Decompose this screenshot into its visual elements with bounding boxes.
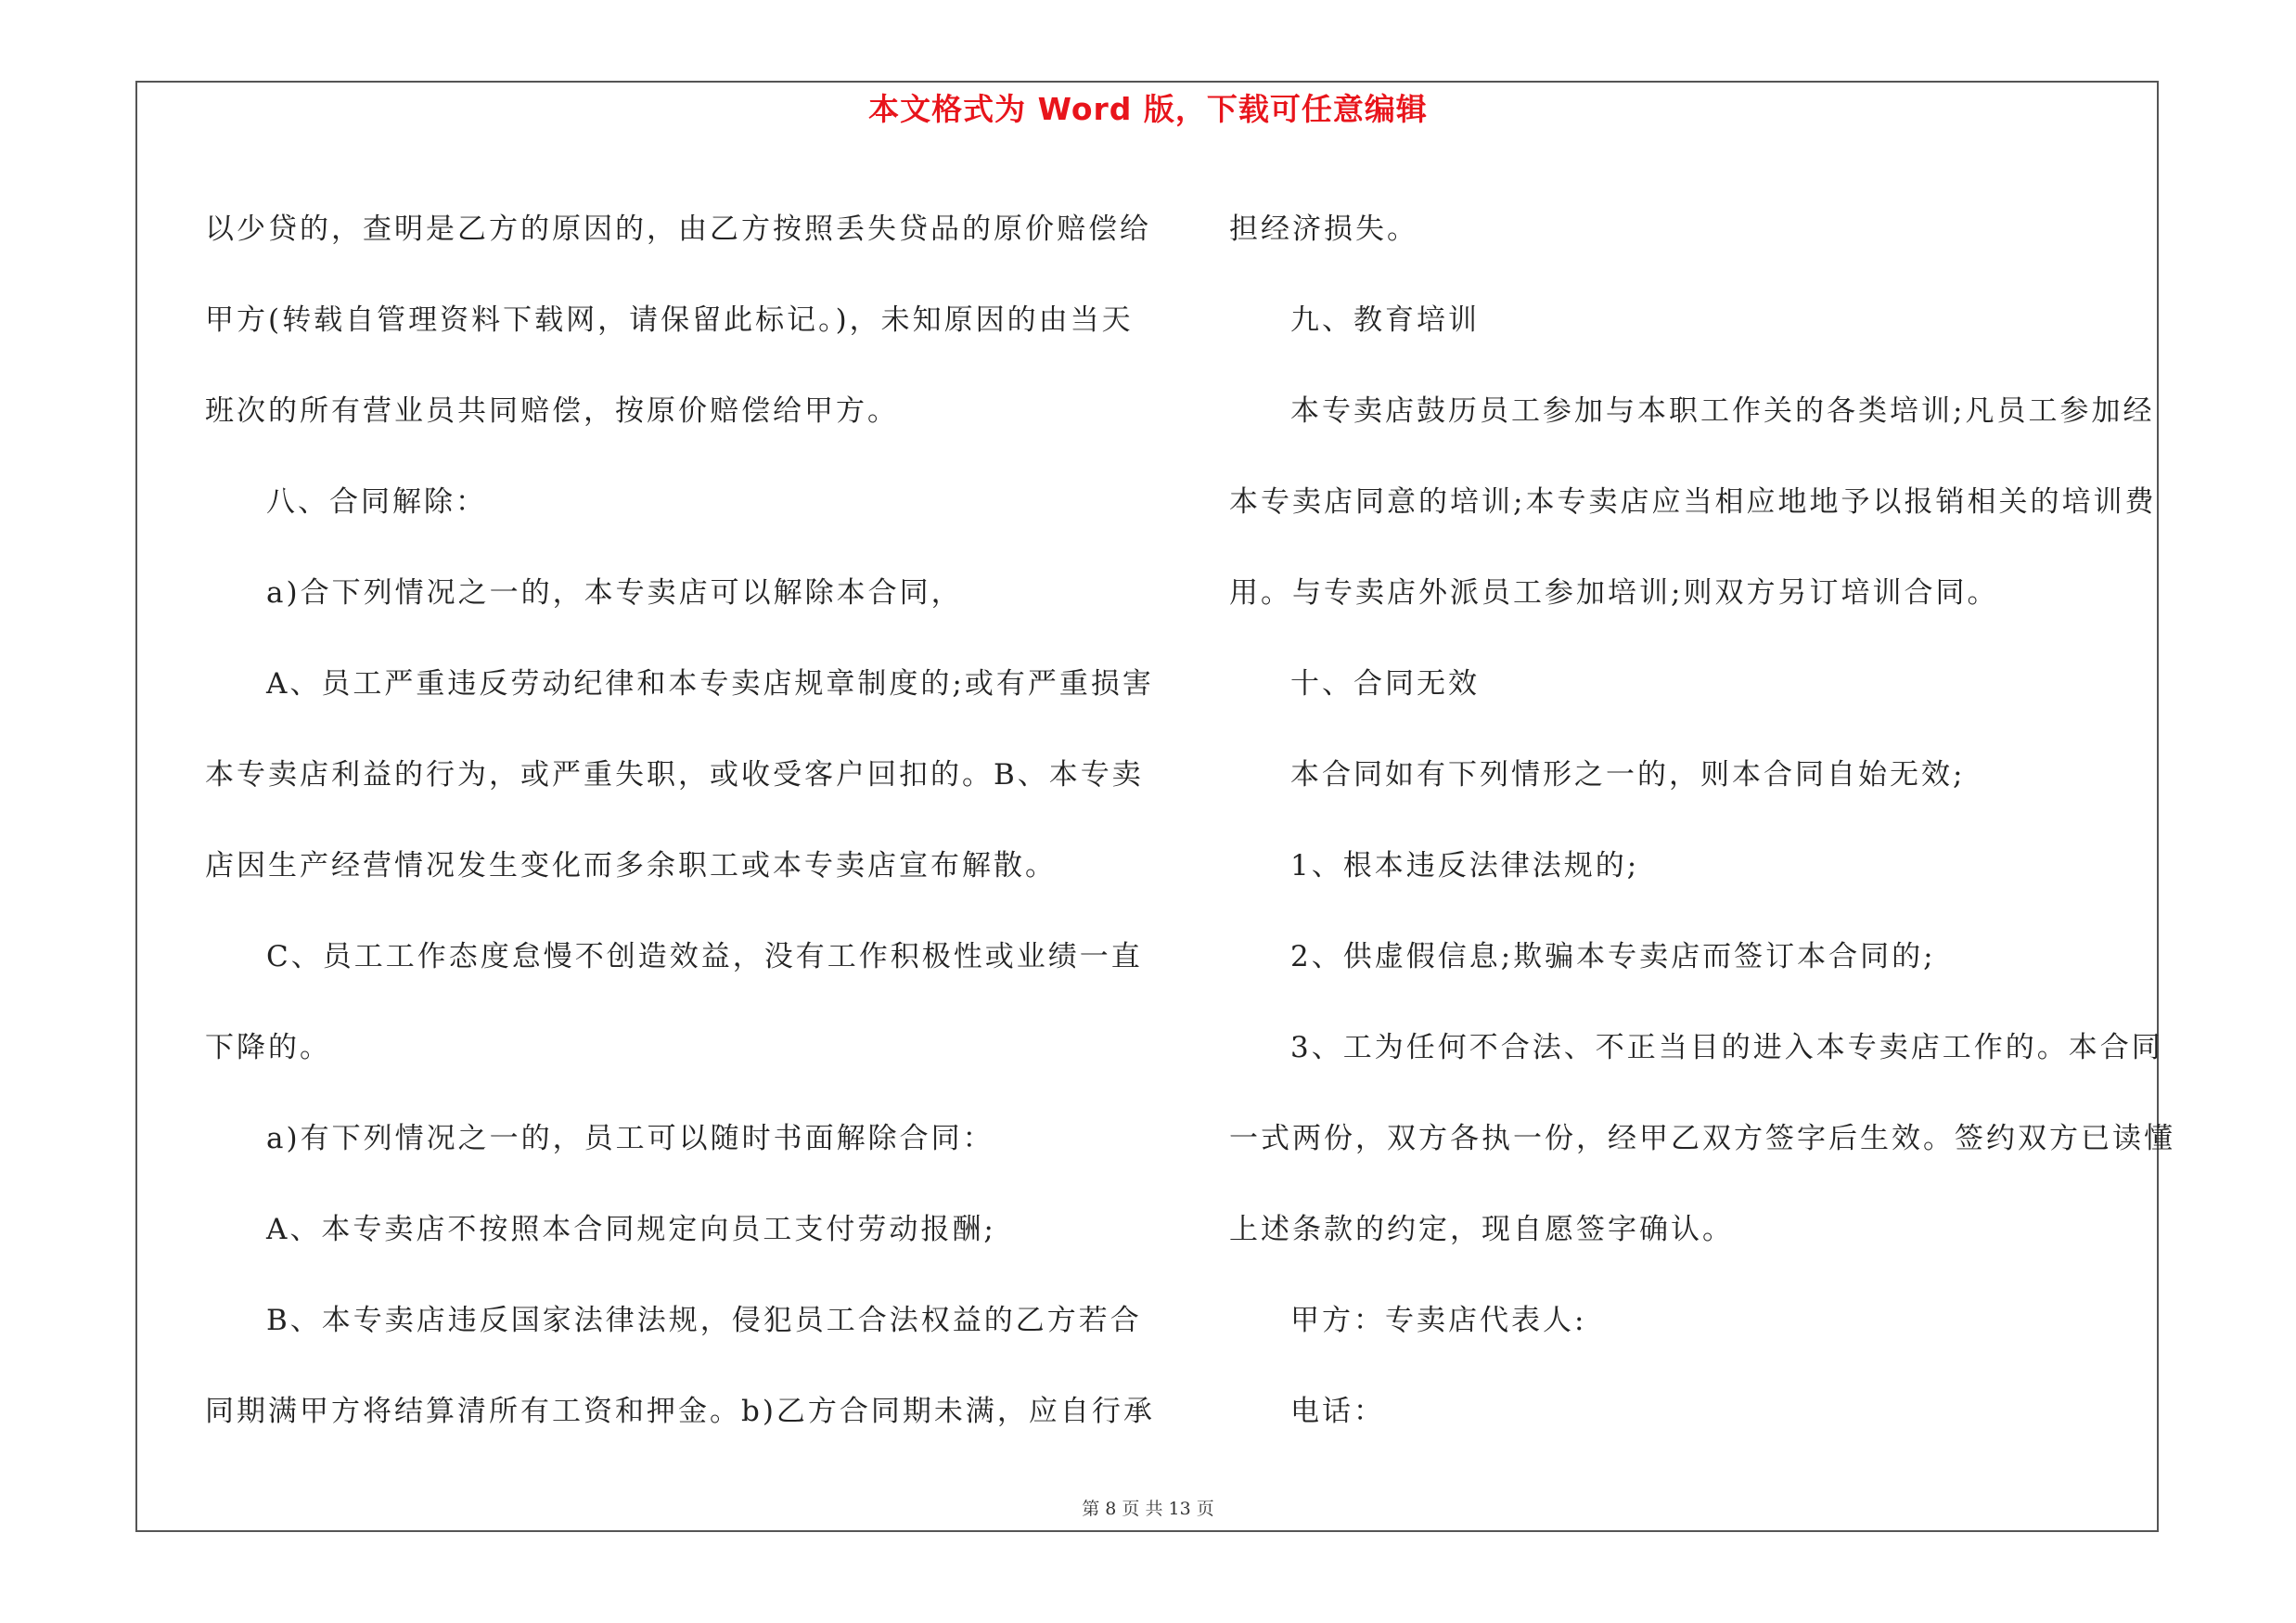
text-line: B、本专卖店违反国家法律法规，侵犯员工合法权益的乙方若合 <box>266 1304 1142 1337</box>
text-line: 同期满甲方将结算清所有工资和押金。b)乙方合同期未满，应自行承 <box>205 1395 1155 1428</box>
text-line: 1、根本违反法律法规的; <box>1290 849 1640 882</box>
text-line: C、员工工作态度怠慢不创造效益，没有工作积极性或业绩一直 <box>266 940 1143 973</box>
text-line: a)有下列情况之一的，员工可以随时书面解除合同： <box>266 1122 994 1155</box>
text-line: 上述条款的约定，现自愿签字确认。 <box>1229 1213 1734 1246</box>
text-line: 一式两份，双方各执一份，经甲乙双方签字后生效。签约双方已读懂 <box>1229 1122 2175 1155</box>
text-line: 担经济损失。 <box>1229 213 1418 246</box>
text-line: 用。与专卖店外派员工参加培训;则双方另订培训合同。 <box>1229 576 1999 610</box>
page-footer: 第 8 页 共 13 页 <box>1082 1499 1214 1519</box>
text-line: 八、合同解除： <box>266 485 487 519</box>
text-line: 九、教育培训 <box>1290 303 1480 337</box>
text-line: 以少贷的，查明是乙方的原因的，由乙方按照丢失贷品的原价赔偿给 <box>205 213 1151 246</box>
text-line: a)合下列情况之一的，本专卖店可以解除本合同， <box>266 576 963 610</box>
text-line: 本专卖店鼓历员工参加与本职工作关的各类培训;凡员工参加经 <box>1290 394 2155 428</box>
text-line: 2、供虚假信息;欺骗本专卖店而签订本合同的; <box>1290 940 1936 973</box>
left-column <box>205 184 1155 1457</box>
text-line: 店因生产经营情况发生变化而多余职工或本专卖店宣布解散。 <box>205 849 1057 882</box>
text-line: 下降的。 <box>205 1031 331 1064</box>
text-line: 甲方(转载自管理资料下载网，请保留此标记。)，未知原因的由当天 <box>205 303 1134 337</box>
text-line: 3、工为任何不合法、不正当目的进入本专卖店工作的。本合同 <box>1290 1031 2163 1064</box>
right-column <box>1229 184 2175 1457</box>
format-banner: 本文格式为 Word 版，下载可任意编辑 <box>868 91 1428 127</box>
text-line: 本专卖店利益的行为，或严重失职，或收受客户回扣的。B、本专卖 <box>205 758 1144 792</box>
text-line: A、员工严重违反劳动纪律和本专卖店规章制度的;或有严重损害 <box>266 667 1154 701</box>
text-line: 电话： <box>1290 1395 1385 1428</box>
text-line: 甲方：专卖店代表人: <box>1290 1304 1587 1337</box>
text-line: 班次的所有营业员共同赔偿，按原价赔偿给甲方。 <box>205 394 899 428</box>
text-line: A、本专卖店不按照本合同规定向员工支付劳动报酬; <box>266 1213 996 1246</box>
text-line: 十、合同无效 <box>1290 667 1480 701</box>
text-line: 本合同如有下列情形之一的，则本合同自始无效; <box>1290 758 1966 792</box>
text-line: 本专卖店同意的培训;本专卖店应当相应地地予以报销相关的培训费 <box>1229 485 2157 519</box>
